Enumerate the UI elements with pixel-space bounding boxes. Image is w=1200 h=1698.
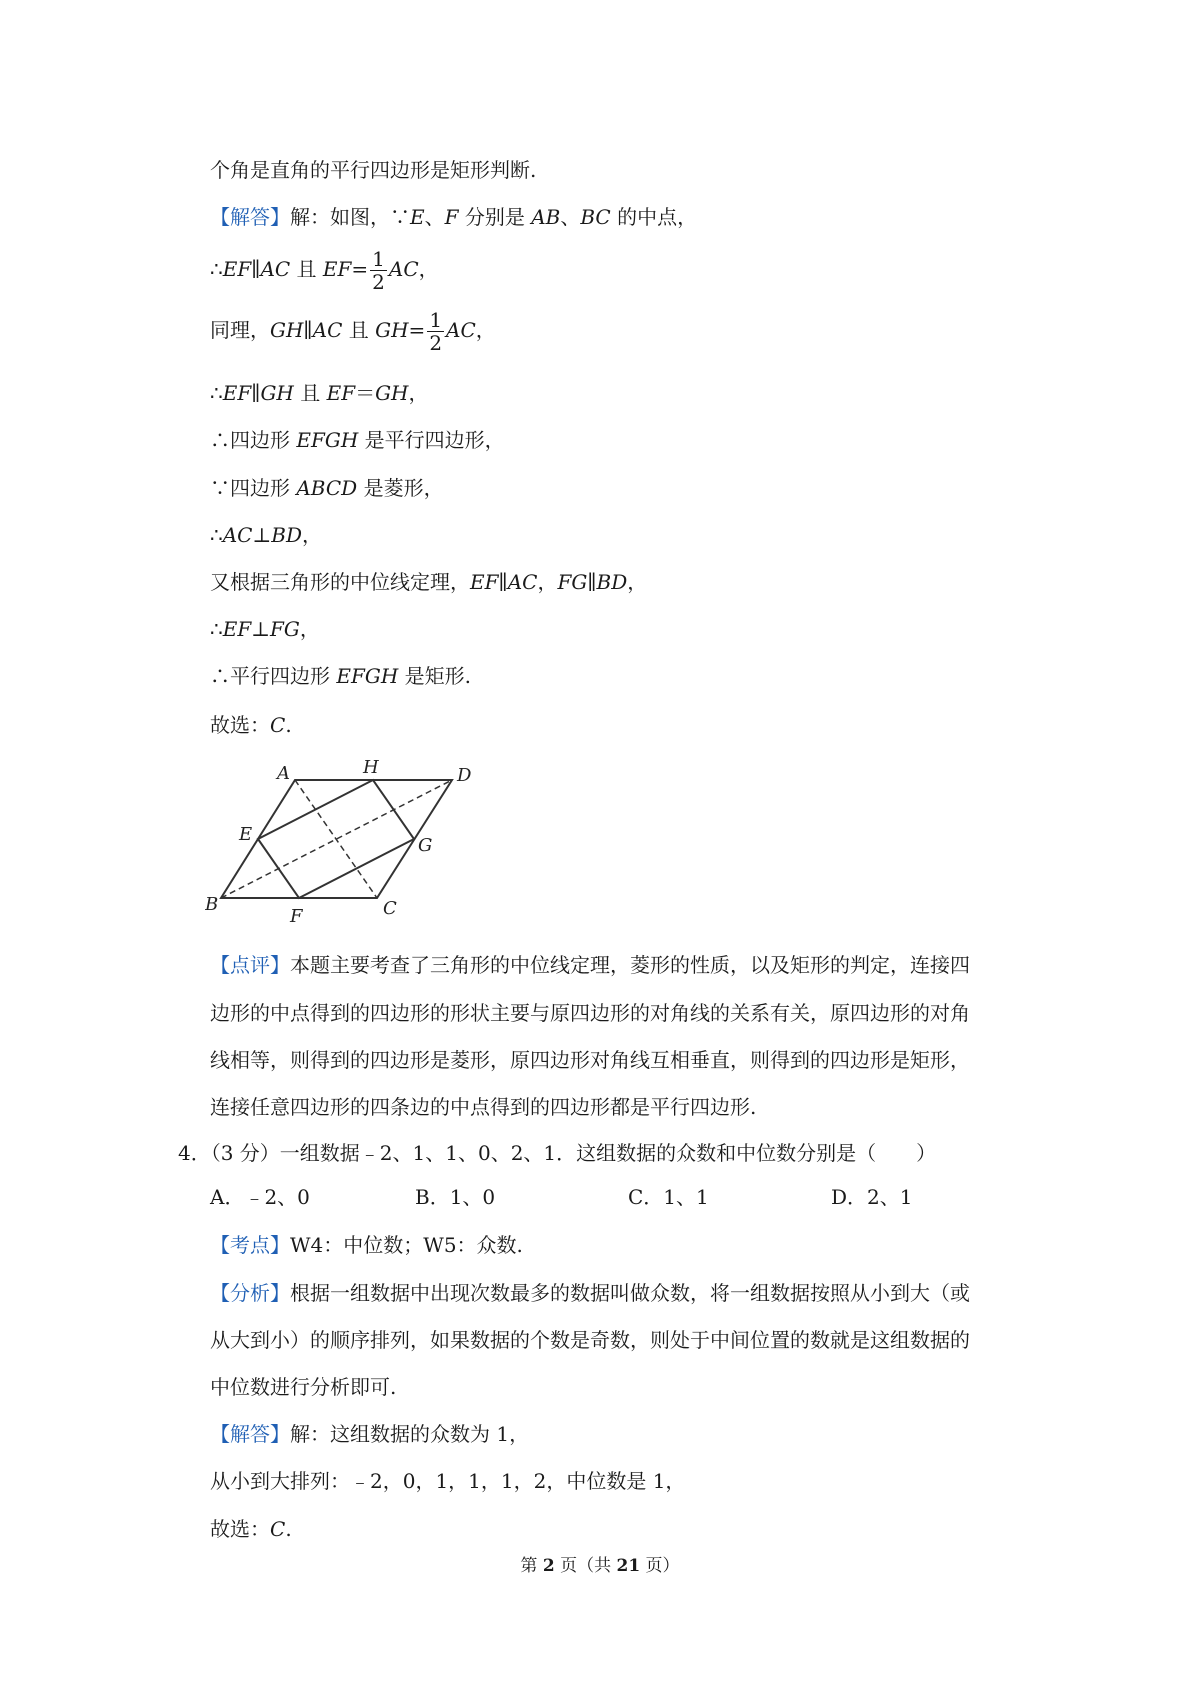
math: AB: [531, 205, 561, 229]
comment-line-4: [210, 1093, 756, 1121]
text: 分别是: [458, 205, 532, 229]
text: 4．（3 分）一组数据﹣2、1、1、0、2、1．这组数据的众数和中位数分别是（ ）: [178, 1141, 937, 1165]
math: BC: [580, 205, 611, 229]
math: EF: [322, 257, 352, 281]
text: 的中点，: [610, 205, 698, 229]
text: .: [285, 1517, 292, 1541]
label-d: D: [457, 765, 472, 786]
math: GH: [375, 318, 409, 342]
solution-line-10: [210, 662, 471, 690]
kaodian-tag: 【考点】: [210, 1233, 290, 1257]
text: 从小到大排列：﹣2，0，1，1，1，2，中位数是 1，: [210, 1469, 686, 1493]
solution-line-3: [210, 309, 496, 354]
jieda-line-1: [210, 1420, 529, 1448]
fraction-numerator: 1: [429, 308, 443, 332]
solution-line-1: [210, 203, 697, 231]
comment-tag: 【点评】: [210, 953, 290, 977]
math: EFGH: [296, 428, 359, 452]
text: 是菱形，: [357, 476, 444, 500]
math: E: [410, 205, 425, 229]
fenxi-line-1: [210, 1279, 970, 1307]
fraction: [427, 309, 444, 354]
math: C: [270, 1517, 286, 1541]
text: 是矩形.: [398, 664, 471, 688]
text: ∴: [210, 381, 223, 405]
math: EFGH: [336, 664, 399, 688]
solution-line-6: [210, 474, 444, 502]
diagonal-ac: [295, 780, 377, 898]
comment-line-2: [210, 999, 970, 1027]
text: ＝: [355, 381, 376, 405]
solution-line-4: [210, 379, 429, 407]
text: 是平行四边形，: [358, 428, 505, 452]
math: FG∥BD: [557, 570, 628, 594]
geometry-figure: [205, 752, 485, 927]
label-h: H: [363, 757, 379, 778]
text: ∴: [210, 523, 223, 547]
math: ABCD: [296, 476, 358, 500]
text: ，: [299, 617, 320, 641]
text: 个角是直角的平行四边形是矩形判断.: [210, 158, 537, 182]
text: 页（共: [554, 1556, 617, 1576]
solution-tag: 【解答】: [210, 205, 290, 229]
fenxi-line-3: [210, 1373, 396, 1401]
solution-line-5: [210, 426, 505, 454]
page-number: 2: [542, 1556, 555, 1576]
label-c: C: [383, 898, 397, 919]
text: ，: [418, 257, 439, 281]
math: GH∥AC: [270, 318, 343, 342]
text: 同理，: [210, 318, 270, 342]
math: EF∥AC: [222, 257, 291, 281]
math: GH: [375, 381, 409, 405]
fenxi-tag: 【分析】: [210, 1281, 290, 1305]
text: 解：这组数据的众数为 1，: [290, 1422, 530, 1446]
text: .: [285, 713, 292, 737]
option-c: C．1、1: [628, 1185, 709, 1209]
text: ∴: [210, 257, 223, 281]
text: 根据一组数据中出现次数最多的数据叫做众数，将一组数据按照从小到大（或: [290, 1281, 970, 1305]
math: AC⊥BD: [222, 523, 303, 547]
comment-line-1: [210, 951, 970, 979]
text: 边形的中点得到的四边形的形状主要与原四边形的对角线的关系有关，原四边形的对角: [210, 1001, 970, 1025]
text: =: [408, 318, 426, 342]
math: F: [444, 205, 459, 229]
math: EF∥GH: [222, 381, 294, 405]
label-g: G: [418, 835, 433, 856]
label-a: A: [277, 763, 290, 784]
solution-line-8: [210, 568, 647, 596]
text: W4：中位数；W5：众数.: [290, 1233, 523, 1257]
text: ，: [627, 570, 648, 594]
text: ，: [302, 523, 323, 547]
option-a: A．﹣2、0: [210, 1185, 310, 1209]
solution-line-11: [210, 711, 292, 739]
text: ，: [475, 318, 496, 342]
option-d: D．2、1: [831, 1185, 913, 1209]
kaodian-line: [210, 1231, 523, 1259]
text: 中位数进行分析即可.: [210, 1375, 397, 1399]
math: C: [270, 713, 286, 737]
text: ，: [537, 570, 558, 594]
fenxi-line-2: [210, 1326, 970, 1354]
text: ∴: [210, 617, 223, 641]
question-4-stem: [178, 1139, 936, 1167]
jieda-line-2: [210, 1467, 685, 1495]
solution-line-9: [210, 615, 320, 643]
page-footer: [0, 1554, 1200, 1578]
text: ∴平行四边形: [210, 664, 337, 688]
fraction-denominator: 2: [429, 331, 443, 355]
text: 且: [293, 381, 327, 405]
solution-line-2: [210, 248, 439, 293]
math: AC: [446, 318, 476, 342]
label-e: E: [239, 824, 253, 845]
text: ∴四边形: [210, 428, 297, 452]
math: EF: [326, 381, 356, 405]
text: =: [351, 257, 369, 281]
text: 且: [290, 257, 323, 281]
text-line: [210, 156, 536, 184]
text: 页）: [640, 1556, 680, 1576]
text: 、: [424, 205, 445, 229]
text: 且: [342, 318, 376, 342]
text: 故选：: [210, 713, 270, 737]
text: 本题主要考查了三角形的中位线定理，菱形的性质，以及矩形的判定，连接四: [290, 953, 970, 977]
text: 故选：: [210, 1517, 270, 1541]
fraction-denominator: 2: [372, 270, 385, 294]
text: ，: [408, 381, 429, 405]
fraction-numerator: 1: [372, 247, 385, 271]
text: 连接任意四边形的四条边的中点得到的四边形都是平行四边形.: [210, 1095, 757, 1119]
text: 线相等，则得到的四边形是菱形，原四边形对角线互相垂直，则得到的四边形是矩形，: [210, 1048, 970, 1072]
text: 第: [520, 1556, 543, 1576]
text: 解：如图，∵: [290, 205, 410, 229]
comment-line-3: [210, 1046, 970, 1074]
text: 、: [560, 205, 581, 229]
label-b: B: [205, 894, 219, 915]
jieda-tag: 【解答】: [210, 1422, 290, 1446]
math: AC: [388, 257, 419, 281]
jieda-line-3: [210, 1515, 292, 1543]
math: EF∥AC: [470, 570, 538, 594]
total-pages: 21: [616, 1556, 641, 1576]
text: ∵四边形: [210, 476, 297, 500]
text: 从大到小）的顺序排列，如果数据的个数是奇数，则处于中间位置的数就是这组数据的: [210, 1328, 970, 1352]
math: EF⊥FG: [222, 617, 300, 641]
solution-line-7: [210, 521, 322, 549]
fraction: [370, 248, 387, 293]
label-f: F: [290, 906, 303, 927]
option-b: B．1、0: [415, 1185, 496, 1209]
text: 又根据三角形的中位线定理，: [210, 570, 470, 594]
